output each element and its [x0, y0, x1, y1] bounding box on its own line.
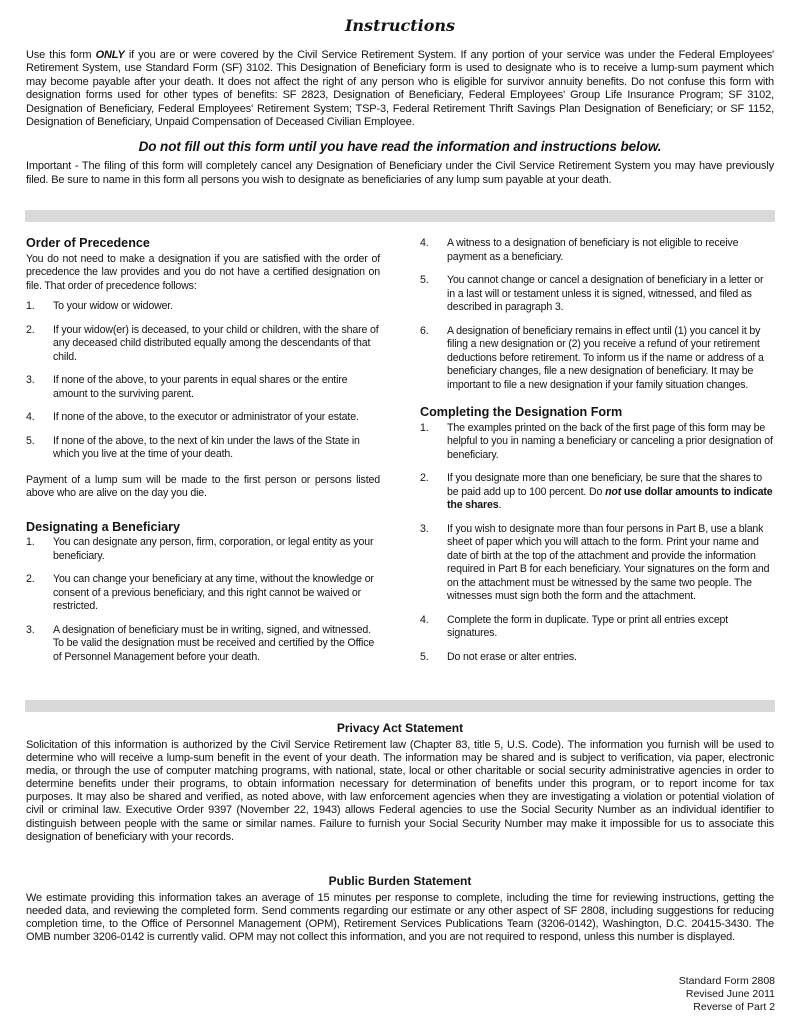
- list-item: [420, 651, 774, 665]
- list-item: [26, 536, 380, 563]
- item-text: The examples printed on the back of the first page of this form may be helpful to you in naming a beneficiary or canceling a prior designation of beneficiary.: [447, 421, 773, 461]
- completing-form-heading: Completing the Designation Form: [420, 405, 623, 419]
- item-text: A designation of beneficiary must be in writing, signed, and witnessed. To be valid the designation must be received and certified by the Office of Personnel Management before your death.: [53, 623, 375, 663]
- item-text: If none of the above, to the executor or administrator of your estate.: [53, 411, 359, 423]
- section-divider-bottom: [25, 700, 775, 712]
- item-text: You can change your beneficiary at any time, without the knowledge or consent of a previous beneficiary, and this right cannot be waived or restricted.: [53, 573, 374, 612]
- item-text-post: .: [498, 499, 502, 511]
- item-number: 3.: [26, 374, 35, 386]
- order-of-precedence-heading: Order of Precedence: [26, 236, 150, 250]
- item-text: [447, 472, 774, 513]
- form-number: Standard Form 2808: [678, 975, 775, 987]
- warning-line: Do not fill out this form until you have read the information and instructions below.: [138, 139, 662, 155]
- item-number: 5.: [26, 434, 35, 447]
- public-burden-body: We estimate providing this information takes an average of 15 minutes per response to complete, including the time for reviewing instructions, getting the needed data, and reviewing the completed form. Send comments regarding our estimate or any other aspect of SF 2808, including suggestions for reducing completion time, to the Office of Personnel Management (OPM), Retirement Services Publications Team (3206-0142), Washington, D.C. 20415-3430. The OMB number 3206-0142 is currently valid. OPM may not collect this information, and you are not required to respond, unless this number is displayed.: [26, 892, 774, 944]
- list-item: [26, 300, 380, 314]
- item-number: 3.: [420, 522, 429, 535]
- list-item: [420, 422, 774, 463]
- item-text: You can designate any person, firm, corporation, or legal entity as your beneficiary.: [53, 536, 374, 562]
- two-column-instructions: [26, 237, 774, 674]
- item-text-bold: use dollar amounts to indicate the shares: [447, 485, 773, 511]
- form-page-label: Reverse of Part 2: [693, 1001, 775, 1014]
- public-burden-section: [26, 874, 774, 944]
- item-number: 1.: [420, 421, 429, 434]
- item-text: If none of the above, to your parents in equal shares or the entire amount to the surviving parent.: [53, 374, 348, 400]
- intro-text-only-bold: ONLY: [95, 49, 125, 61]
- form-revision-date: Revised June 2011: [685, 988, 775, 1001]
- list-item: [26, 324, 380, 365]
- item-number: 1.: [26, 536, 35, 548]
- list-item: [26, 624, 380, 665]
- item-number: 3.: [26, 623, 35, 636]
- intro-section: [26, 16, 774, 187]
- intro-text-pre: Use this form: [26, 49, 96, 61]
- item-text-not-bold-italic: not: [605, 485, 622, 498]
- intro-paragraph: [26, 49, 774, 129]
- item-text: Do not erase or alter entries.: [447, 650, 577, 663]
- item-number: 4.: [420, 237, 429, 249]
- form-footer: [679, 975, 775, 1015]
- list-item: [420, 472, 774, 513]
- order-of-precedence-outro: Payment of a lump sum will be made to the first person or persons listed above who are alive on the day you die.: [26, 473, 380, 499]
- item-number: 2.: [26, 323, 35, 336]
- important-paragraph: Important - The filing of this form will completely cancel any Designation of Beneficiary under the Civil Service Retirement System you may have previously filed. Be sure to name in this form all persons you wish to designate as beneficiaries of any lump sum payable at your death.: [26, 160, 774, 186]
- privacy-act-heading: Privacy Act Statement: [336, 721, 464, 735]
- item-text: You cannot change or cancel a designation of beneficiary in a letter or in a last will or testament unless it is signed, witnessed, and filed as described in paragraph 3.: [447, 274, 764, 313]
- list-item: [420, 523, 774, 604]
- right-column: [420, 237, 774, 674]
- page-title: Instructions: [344, 16, 456, 35]
- item-number: 4.: [26, 411, 35, 423]
- item-text: If you wish to designate more than four persons in Part B, use a blank sheet of paper which you will attach to the form. Print your name and date of birth at the top of the attachment and provide the information required in Part B for each beneficiary. Your signatures on the form and on the attachment must be witnessed by the same two people. The witnesses must sign both the form and the attachment.: [447, 522, 770, 602]
- item-number: 2.: [420, 472, 429, 484]
- list-item: [26, 411, 380, 425]
- left-column: [26, 237, 380, 674]
- privacy-act-section: [26, 721, 774, 844]
- item-number: 4.: [420, 613, 429, 626]
- list-item: [420, 237, 774, 264]
- item-number: 2.: [26, 573, 35, 585]
- public-burden-heading: Public Burden Statement: [328, 874, 472, 888]
- order-of-precedence-intro: You do not need to make a designation if you are satisfied with the order of precedence the law provides and you do not have a certified designation on file. That order of precedence follows:: [26, 252, 380, 292]
- list-item: [26, 374, 380, 401]
- item-text: Complete the form in duplicate. Type or print all entries except signatures.: [447, 613, 729, 639]
- section-divider-top: [25, 210, 775, 222]
- item-text: A designation of beneficiary remains in effect until (1) you cancel it by filing a new designation or (2) you receive a refund of your retirement deductions before retirement. To inform us if the name or address of a beneficiary changes, file a new designation of beneficiary. It may be important to file a new designation if your family situation changes.: [447, 324, 764, 391]
- list-item: [26, 573, 380, 614]
- item-text: A witness to a designation of beneficiary is not eligible to receive payment as a beneficiary.: [447, 237, 739, 263]
- item-number: 6.: [420, 324, 429, 337]
- item-text: If none of the above, to the next of kin under the laws of the State in which you live at the time of your death.: [53, 434, 360, 460]
- list-item: [420, 274, 774, 315]
- list-item: [420, 614, 774, 641]
- item-text-pre: If you designate more than one beneficiary, be sure that the shares to be paid add up to 100 percent. Do: [447, 472, 762, 498]
- item-text: To your widow or widower.: [53, 300, 173, 312]
- list-item: [26, 435, 380, 462]
- designating-beneficiary-heading: Designating a Beneficiary: [26, 519, 180, 534]
- item-number: 5.: [420, 650, 429, 663]
- privacy-act-body: Solicitation of this information is authorized by the Civil Service Retirement law (Chapter 83, title 5, U.S. Code). The information you furnish will be used to determine who will receive a lump-sum benefit in the event of your death. The information may be shared and is subject to verification, via paper, electronic media, or through the use of computer matching programs, with national, state, local or other charitable or social security administrative agencies in order to determine benefits under their programs, to obtain information necessary for determination of benefits under this program, or to report income for tax purposes. It may also be shared and verified, as noted above, with law enforcement agencies when they are investigating a violation or potential violation of civil or criminal law. Executive Order 9397 (November 22, 1943) allows Federal agencies to use the Social Security Number as an individual identifier to distinguish between people with the same or similar names. Failure to furnish your Social Security Number may make it impossible for us to associate this designation of beneficiary with your records.: [26, 739, 774, 843]
- intro-text-post: if you are or were covered by the Civil Service Retirement System. If any portion of your service was under the Federal Employees' Retirement System, use Standard Form (SF) 3102. This Designation of Beneficiary form is used to designate who is to receive a lump-sum payment which may become payable after your death. It does not affect the right of any person who is eligible for survivor annuity benefits. Do not confuse this form with designation forms used for other types of benefits: SF 2823, Designation of Beneficiary, Federal Employees' Group Life Insurance Program; SF 3102, Designation of Beneficiary, Federal Employees' Retirement System; TSP-3, Federal Retirement Thrift Savings Plan Designation of Beneficiary; or SF 1152, Designation of Beneficiary, Unpaid Compensation of Deceased Civilian Employee.: [26, 49, 774, 129]
- item-number: 1.: [26, 300, 35, 312]
- list-item: [420, 325, 774, 393]
- item-text: If your widow(er) is deceased, to your child or children, with the share of any deceased child distributed equally among the descendants of that child.: [53, 323, 379, 363]
- item-number: 5.: [420, 274, 429, 286]
